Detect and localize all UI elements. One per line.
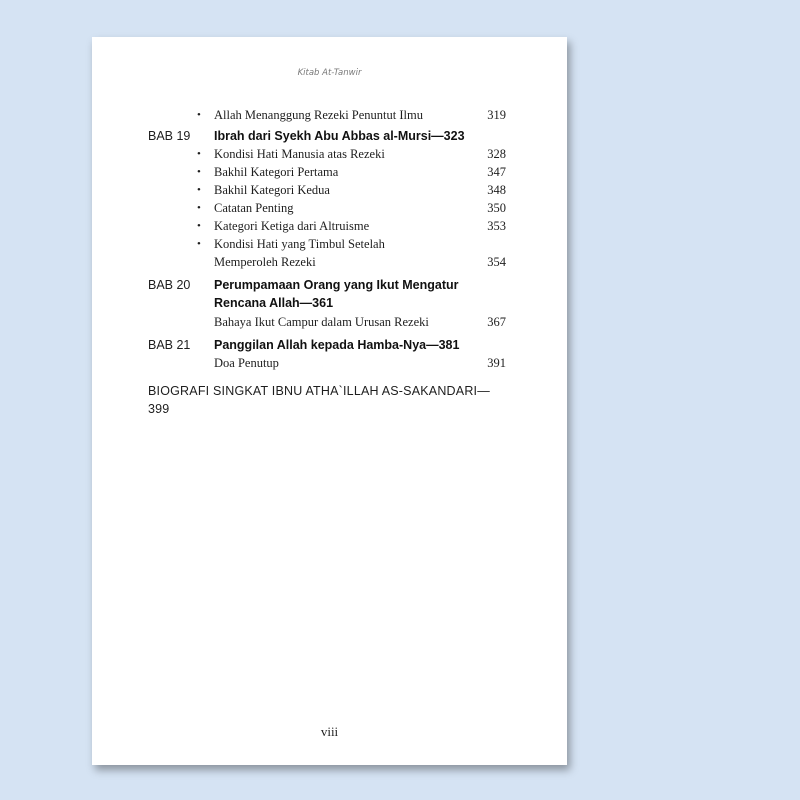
toc-entry-title: Bahaya Ikut Campur dalam Urusan Rezeki (214, 315, 429, 329)
chapter-title: Panggilan Allah kepada Hamba-Nya—381 (214, 338, 460, 352)
toc-entry-title: • Allah Menanggung Rezeki Penuntut Ilmu (214, 106, 423, 124)
toc-entry-title: • Catatan Penting (214, 199, 294, 217)
toc-entry-page: 350 (487, 201, 506, 215)
running-head: Kitab At-Tanwir (297, 68, 362, 78)
page-number: viii (320, 724, 339, 739)
toc-entry-page: 367 (487, 315, 506, 329)
toc-entry-page: 319 (487, 108, 506, 122)
chapter-title-continued: Rencana Allah—361 (214, 296, 334, 310)
chapter-label: BAB 21 (148, 338, 191, 352)
toc-entry-title: • Kondisi Hati yang Timbul Setelah (214, 235, 385, 253)
toc-entry (148, 313, 506, 331)
toc-entry-page: 347 (487, 165, 506, 179)
chapter-heading (148, 127, 506, 145)
toc-entry-continuation (148, 253, 506, 271)
toc-entry (148, 145, 506, 163)
toc-entry-title: • Kondisi Hati Manusia atas Rezeki (214, 145, 385, 163)
toc-entry (148, 163, 506, 181)
toc-entry-title: • Bakhil Kategori Kedua (214, 181, 330, 199)
toc-entry-title: • Bakhil Kategori Pertama (214, 163, 338, 181)
toc-entry (148, 217, 506, 235)
toc-entry (148, 354, 506, 372)
chapter-label: BAB 19 (148, 129, 191, 143)
chapter-heading (148, 336, 506, 354)
toc-entry (148, 235, 506, 253)
toc-entry (148, 181, 506, 199)
toc-entry-title-continued: Memperoleh Rezeki (214, 255, 316, 269)
chapter-title: Perumpamaan Orang yang Ikut Mengatur (214, 278, 459, 292)
biography-entry (148, 382, 506, 416)
chapter-heading (148, 276, 506, 294)
toc-entry (148, 199, 506, 217)
book-page (92, 37, 567, 765)
toc-entry-page: 348 (487, 183, 506, 197)
chapter-title: Ibrah dari Syekh Abu Abbas al-Mursi—323 (214, 129, 465, 143)
toc-entry-title: Doa Penutup (214, 356, 279, 370)
toc-entry-title: • Kategori Ketiga dari Altruisme (214, 217, 369, 235)
toc-entry-page: 391 (487, 356, 506, 370)
toc-entry-page: 354 (487, 255, 506, 269)
toc-entry-page: 328 (487, 147, 506, 161)
toc-entry-page: 353 (487, 219, 506, 233)
chapter-heading-continuation (148, 294, 506, 312)
biography-title: BIOGRAFI SINGKAT IBNU ATHA`ILLAH AS-SAKANDARI—399 (148, 384, 490, 416)
toc-entry (148, 106, 506, 124)
chapter-label: BAB 20 (148, 278, 191, 292)
